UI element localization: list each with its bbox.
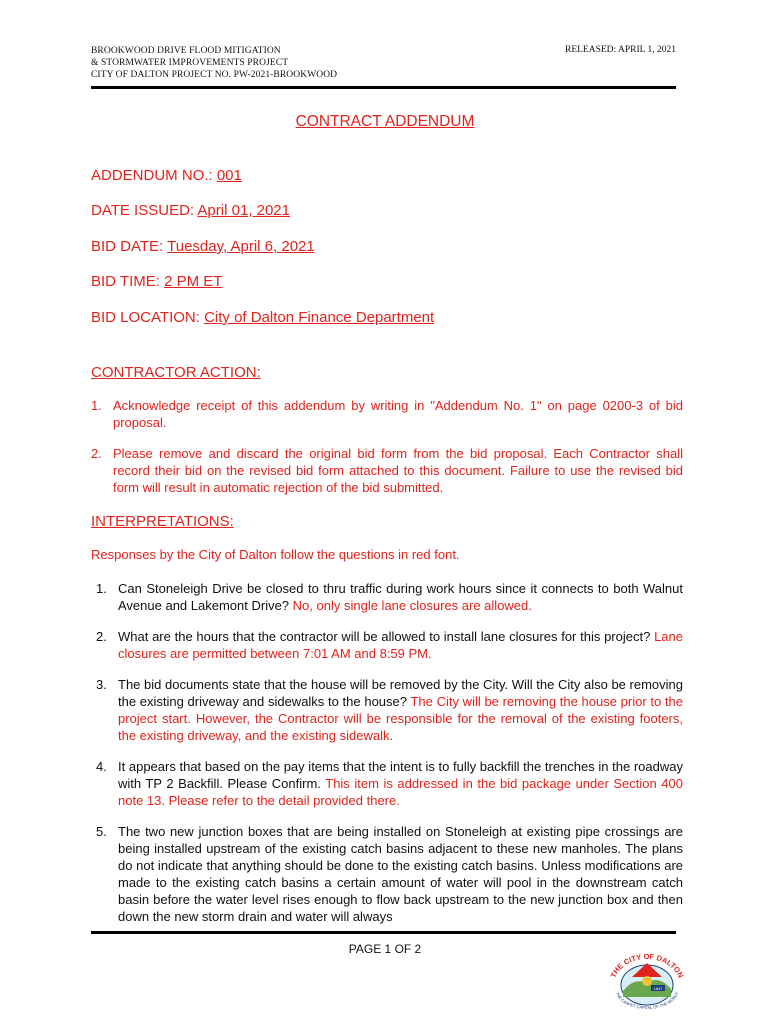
list-item xyxy=(91,445,683,496)
list-number: 2. xyxy=(91,446,102,461)
header-line-3: CITY OF DALTON PROJECT NO. PW-2021-BROOKWOOD xyxy=(91,70,338,80)
release-date: RELEASED: APRIL 1, 2021 xyxy=(564,45,676,55)
page-title: CONTRACT ADDENDUM xyxy=(295,113,475,130)
list-number: 1. xyxy=(91,398,102,413)
footer-divider xyxy=(91,931,676,934)
svg-text:THE CITY OF DALTON: THE CITY OF DALTON xyxy=(608,951,686,980)
question-number: 2. xyxy=(96,629,107,644)
question-text: The bid documents state that the house will be removed by the City. Will the City also be removing the existing driveway and sidewalks to the house? xyxy=(118,677,683,709)
svg-text:1847: 1847 xyxy=(653,986,663,991)
svg-text:THE CARPET CAPITAL OF THE WORL: THE CARPET CAPITAL OF THE WORLD xyxy=(615,991,679,1011)
answer-text: The City will be removing the house prior to the project start. However, the Contractor will be responsible for the removal of the existing footers, the existing driveway, and the existing sidewalk. xyxy=(118,694,684,743)
field-bid-date xyxy=(91,238,315,255)
question-number: 1. xyxy=(96,581,107,596)
field-label: DATE ISSUED: xyxy=(91,202,198,219)
interpretations-heading: INTERPRETATIONS: xyxy=(91,513,234,530)
question-text: What are the hours that the contractor will be allowed to install lane closures for this project? xyxy=(118,629,651,644)
list-text: Acknowledge receipt of this addendum by writing in "Addendum No. 1" on page 0200-3 of bid proposal. xyxy=(113,398,683,430)
field-value: 001 xyxy=(216,167,242,184)
field-value: April 01, 2021 xyxy=(197,202,290,219)
city-of-dalton-logo xyxy=(604,951,690,1011)
contractor-action-list xyxy=(91,397,683,510)
contractor-action-heading: CONTRACTOR ACTION: xyxy=(91,364,261,381)
question-text: Can Stoneleigh Drive be closed to thru traffic during work hours since it connects to both Walnut Avenue and Lakemont Drive? xyxy=(118,581,683,613)
list-text: Please remove and discard the original bid form from the bid proposal. Each Contractor shall record their bid on the revised bid form attached to this document. Failure to use the revised bid form will result in automatic rejection of the bid submitted. xyxy=(113,446,683,495)
field-value: City of Dalton Finance Department xyxy=(204,309,435,326)
field-addendum-no xyxy=(91,167,242,184)
interpretations-intro: Responses by the City of Dalton follow the questions in red font. xyxy=(91,547,460,562)
document-header xyxy=(91,45,337,81)
field-label: ADDENDUM NO.: xyxy=(91,167,217,184)
question-text: It appears that based on the pay items that the intent is to fully backfill the trenches in the roadway with TP 2 Backfill. Please Confirm. xyxy=(118,759,683,791)
question-number: 5. xyxy=(96,824,107,839)
question-text: The two new junction boxes that are being installed on Stoneleigh at existing pipe crossings are being installed upstream of the existing catch basins adjacent to these new manholes. The plans do not indicate that anything should be done to the existing catch basins. Unless modifications are made to the existing catch basins a certain amount of water will pool in the downstream catch basin before the water level rises enough to flow back upstream to the new junction box and then down the new storm drain and water will always xyxy=(118,824,683,924)
interpretations-list xyxy=(91,580,683,939)
question-number: 3. xyxy=(96,677,107,692)
list-item xyxy=(91,397,683,431)
question-item xyxy=(91,580,683,614)
answer-text: Lane closures are permitted between 7:01 AM and 8:59 PM. xyxy=(118,629,683,661)
field-value: Tuesday, April 6, 2021 xyxy=(167,238,315,255)
question-item xyxy=(91,676,683,744)
answer-text: No, only single lane closures are allowed. xyxy=(292,598,532,613)
field-label: BID LOCATION: xyxy=(91,309,205,326)
question-item xyxy=(91,628,683,662)
field-value: 2 PM ET xyxy=(164,273,223,290)
header-divider xyxy=(91,86,676,89)
question-item xyxy=(91,823,683,925)
answer-text: This item is addressed in the bid package under Section 400 note 13. Please refer to the detail provided there. xyxy=(118,776,683,808)
page-number: PAGE 1 OF 2 xyxy=(348,942,422,956)
question-item xyxy=(91,758,683,809)
header-line-2: & STORMWATER IMPROVEMENTS PROJECT xyxy=(91,58,289,68)
header-line-1: BROOKWOOD DRIVE FLOOD MITIGATION xyxy=(91,46,281,56)
field-bid-time xyxy=(91,273,222,290)
field-label: BID DATE: xyxy=(91,238,168,255)
field-date-issued xyxy=(91,202,290,219)
field-label: BID TIME: xyxy=(91,273,165,290)
field-bid-location xyxy=(91,309,434,326)
question-number: 4. xyxy=(96,759,107,774)
